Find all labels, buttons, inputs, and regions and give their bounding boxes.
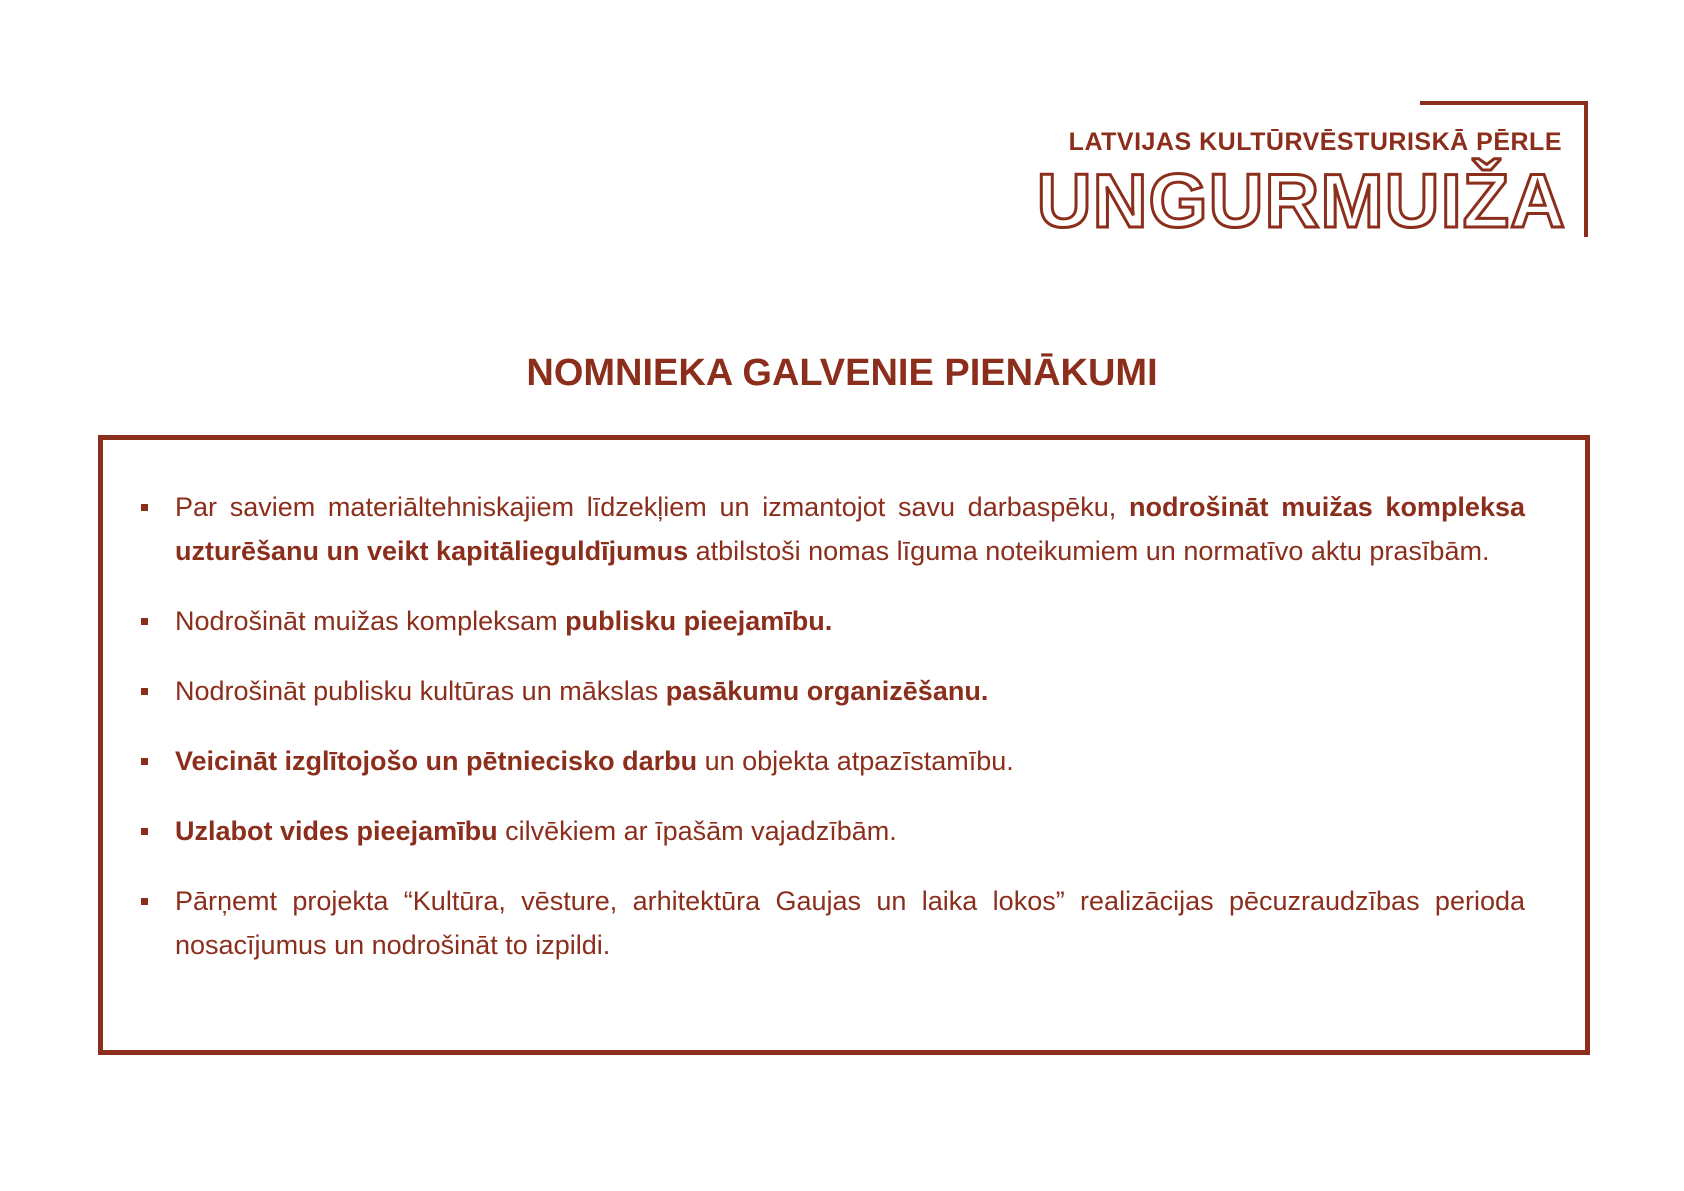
item-text: atbilstoši nomas līguma noteikumiem un normatīvo aktu prasībām. xyxy=(688,536,1490,566)
item-text-bold: Veicināt izglītojošo un pētniecisko darbu xyxy=(175,746,698,776)
item-text-bold: Uzlabot vides pieejamību xyxy=(175,816,498,846)
bullet-icon xyxy=(141,618,148,625)
item-text-bold: nodrošināt muižas kompleksa uzturēšanu un veikt kapitālieguldījumus xyxy=(175,492,1526,566)
list-item xyxy=(175,485,1525,573)
bullet-icon xyxy=(141,898,148,905)
item-text: Nodrošināt muižas kompleksam xyxy=(175,606,566,636)
duties-list xyxy=(175,485,1525,993)
list-item xyxy=(175,739,1525,783)
bullet-icon xyxy=(141,504,148,511)
brand-title: UNGURMUIŽA xyxy=(1036,159,1566,244)
item-text: Par saviem materiāltehniskajiem līdzekļiem un izmantojot savu darbaspēku, xyxy=(175,492,1129,522)
item-text-bold: publisku pieejamību. xyxy=(565,606,833,636)
item-text: un objekta atpazīstamību. xyxy=(697,746,1014,776)
item-text: Nodrošināt publisku kultūras un mākslas xyxy=(175,676,666,706)
bullet-icon xyxy=(141,758,148,765)
bullet-icon xyxy=(141,688,148,695)
list-item xyxy=(175,599,1525,643)
list-item xyxy=(175,809,1525,853)
list-item xyxy=(175,669,1525,713)
item-text: cilvēkiem ar īpašām vajadzībām. xyxy=(497,816,897,846)
brand-subtitle: LATVIJAS KULTŪRVĒSTURISKĀ PĒRLE xyxy=(1068,128,1562,156)
list-item xyxy=(175,879,1525,967)
item-text-bold: pasākumu organizēšanu. xyxy=(665,676,989,706)
item-text: Pārņemt projekta “Kultūra, vēsture, arhitektūra Gaujas un laika lokos” realizācijas pēcuzraudzības perioda nosacījumus un nodrošināt to izpildi. xyxy=(175,886,1525,960)
bullet-icon xyxy=(141,828,148,835)
section-heading: NOMNIEKA GALVENIE PIENĀKUMI xyxy=(526,352,1158,394)
